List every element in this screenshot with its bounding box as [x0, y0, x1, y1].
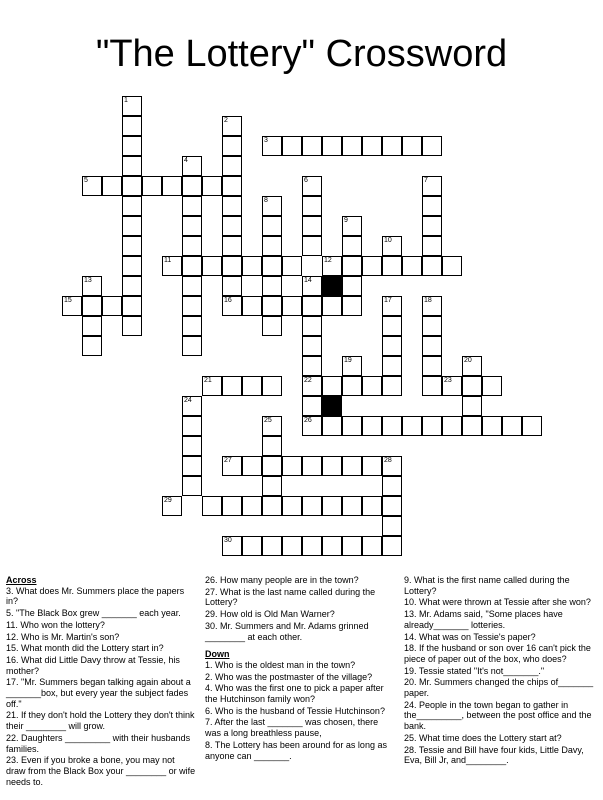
- clue-item: 9. What is the first name called during the Lottery?: [404, 575, 570, 596]
- clue-number: 17: [384, 297, 392, 304]
- grid-cell[interactable]: [302, 416, 322, 436]
- grid-cell[interactable]: [262, 476, 282, 496]
- clue-number: 14: [304, 277, 312, 284]
- clues-across: [6, 575, 196, 788]
- grid-cell[interactable]: [182, 196, 202, 216]
- clue-item: 6. Who is the husband of Tessie Hutchinson?: [205, 705, 385, 716]
- grid-cell[interactable]: [222, 536, 242, 556]
- grid-cell[interactable]: [162, 496, 182, 516]
- clue-item: 16. What did Little Davy throw at Tessie, his mother?: [6, 654, 180, 676]
- grid-cell[interactable]: [382, 376, 402, 396]
- grid-cell[interactable]: [322, 456, 342, 476]
- grid-cell[interactable]: [222, 176, 242, 196]
- clue-item: 24. People in the town began to gather in the_________, between the post office and the bank.: [404, 699, 592, 732]
- grid-cell[interactable]: [342, 216, 362, 236]
- clue-number: 9: [344, 217, 348, 224]
- grid-cell[interactable]: [382, 236, 402, 256]
- grid-cell[interactable]: [302, 356, 322, 376]
- grid-cell[interactable]: [382, 476, 402, 496]
- clue-item: 13. Mr. Adams said, "Some places have already_______ lotteries.: [404, 609, 563, 630]
- clue-item: 2. Who was the postmaster of the village?: [205, 671, 373, 682]
- grid-cell[interactable]: [302, 136, 322, 156]
- clue-number: 19: [344, 357, 352, 364]
- grid-cell[interactable]: [262, 236, 282, 256]
- grid-cell[interactable]: [342, 236, 362, 256]
- grid-cell[interactable]: [362, 376, 382, 396]
- grid-cell[interactable]: [182, 316, 202, 336]
- across-heading: Across: [6, 575, 37, 585]
- clue-number: 25: [264, 417, 272, 424]
- black-cell: [322, 396, 342, 416]
- grid-cell[interactable]: [122, 196, 142, 216]
- grid-cell[interactable]: [302, 276, 322, 296]
- grid-cell[interactable]: [82, 316, 102, 336]
- grid-cell[interactable]: [262, 276, 282, 296]
- clue-item: 21. If they don't hold the Lottery they don't think their ________ will grow.: [6, 710, 195, 732]
- grid-cell[interactable]: [422, 176, 442, 196]
- page-title: "The Lottery" Crossword: [95, 33, 508, 75]
- grid-cell[interactable]: [282, 256, 302, 276]
- grid-cell[interactable]: [302, 396, 322, 416]
- grid-cell[interactable]: [282, 456, 302, 476]
- clue-number: 13: [84, 277, 92, 284]
- clue-number: 30: [224, 537, 232, 544]
- grid-cell[interactable]: [422, 376, 442, 396]
- grid-cell[interactable]: [242, 296, 262, 316]
- grid-cell[interactable]: [242, 536, 262, 556]
- grid-cell[interactable]: [222, 496, 242, 516]
- clue-number: 27: [224, 457, 232, 464]
- grid-cell[interactable]: [242, 256, 262, 276]
- grid-cell[interactable]: [222, 156, 242, 176]
- grid-cell[interactable]: [302, 196, 322, 216]
- across-clue-list: [6, 586, 196, 788]
- clue-number: 16: [224, 297, 232, 304]
- clue-item: 5. "The Black Box grew _______ each year.: [6, 608, 181, 619]
- grid-cell[interactable]: [342, 496, 362, 516]
- grid-cell[interactable]: [342, 536, 362, 556]
- grid-cell[interactable]: [382, 316, 402, 336]
- clue-number: 7: [424, 177, 428, 184]
- grid-cell[interactable]: [242, 496, 262, 516]
- grid-cell[interactable]: [62, 296, 82, 316]
- grid-cell[interactable]: [242, 376, 262, 396]
- grid-cell[interactable]: [422, 416, 442, 436]
- grid-cell[interactable]: [342, 456, 362, 476]
- grid-cell[interactable]: [382, 516, 402, 536]
- grid-cell[interactable]: [342, 256, 362, 276]
- black-cell: [322, 276, 342, 296]
- grid-cell[interactable]: [422, 336, 442, 356]
- grid-cell[interactable]: [302, 316, 322, 336]
- clue-item: 17. "Mr. Summers began talking again about a _______box, but every year the subject fades off.": [6, 677, 191, 709]
- grid-cell[interactable]: [322, 256, 342, 276]
- grid-cell[interactable]: [342, 416, 362, 436]
- clue-number: 18: [424, 297, 432, 304]
- grid-cell[interactable]: [122, 96, 142, 116]
- grid-cell[interactable]: [442, 416, 462, 436]
- clue-item: 30. Mr. Summers and Mr. Adams grinned ________ at each other.: [205, 620, 369, 642]
- clue-item: 25. What time does the Lottery start at?: [404, 732, 562, 743]
- grid-cell[interactable]: [82, 336, 102, 356]
- grid-cell[interactable]: [162, 256, 182, 276]
- clue-item: 11. Who won the lottery?: [6, 619, 105, 630]
- grid-cell[interactable]: [522, 416, 542, 436]
- clue-number: 29: [164, 497, 172, 504]
- grid-cell[interactable]: [122, 156, 142, 176]
- grid-cell[interactable]: [262, 536, 282, 556]
- grid-cell[interactable]: [382, 496, 402, 516]
- clue-item: 8. The Lottery has been around for as long as anyone can _______.: [205, 739, 387, 761]
- grid-cell[interactable]: [262, 436, 282, 456]
- grid-cell[interactable]: [262, 256, 282, 276]
- grid-cell[interactable]: [362, 256, 382, 276]
- grid-cell[interactable]: [422, 256, 442, 276]
- grid-cell[interactable]: [282, 496, 302, 516]
- grid-cell[interactable]: [422, 196, 442, 216]
- grid-cell[interactable]: [82, 176, 102, 196]
- grid-cell[interactable]: [262, 416, 282, 436]
- grid-cell[interactable]: [462, 376, 482, 396]
- grid-cell[interactable]: [322, 296, 342, 316]
- clues-middle: [205, 575, 395, 762]
- grid-cell[interactable]: [182, 336, 202, 356]
- clue-item: 22. Daughters _________ with their husbands families.: [6, 732, 191, 754]
- grid-cell[interactable]: [122, 316, 142, 336]
- clue-item: 23. Even if you broke a bone, you may not draw from the Black Box your ________ or wife needs to.: [6, 755, 196, 787]
- grid-cell[interactable]: [382, 296, 402, 316]
- grid-cell[interactable]: [182, 236, 202, 256]
- clue-number: 2: [224, 117, 228, 124]
- grid-cell[interactable]: [322, 536, 342, 556]
- grid-cell[interactable]: [402, 136, 422, 156]
- clue-item: 19. Tessie stated "It's not_______.": [404, 665, 545, 676]
- clue-item: 7. After the last _______ was chosen, there was a long breathless pause,: [205, 717, 379, 739]
- clue-number: 24: [184, 397, 192, 404]
- grid-cell[interactable]: [362, 416, 382, 436]
- grid-cell[interactable]: [462, 416, 482, 436]
- grid-cell[interactable]: [342, 276, 362, 296]
- grid-cell[interactable]: [122, 216, 142, 236]
- grid-cell[interactable]: [222, 136, 242, 156]
- clue-number: 1: [124, 97, 128, 104]
- grid-cell[interactable]: [182, 276, 202, 296]
- grid-cell[interactable]: [382, 356, 402, 376]
- grid-cell[interactable]: [422, 216, 442, 236]
- grid-cell[interactable]: [102, 296, 122, 316]
- clue-number: 6: [304, 177, 308, 184]
- grid-cell[interactable]: [502, 416, 522, 436]
- clue-number: 10: [384, 237, 392, 244]
- grid-cell[interactable]: [102, 176, 122, 196]
- grid-cell[interactable]: [422, 236, 442, 256]
- grid-cell[interactable]: [322, 496, 342, 516]
- clue-item: 4. Who was the first one to pick a paper after the Hutchinson family won?: [205, 683, 384, 705]
- grid-cell[interactable]: [122, 176, 142, 196]
- grid-cell[interactable]: [482, 416, 502, 436]
- clue-item: 15. What month did the Lottery start in?: [6, 643, 164, 654]
- clue-number: 5: [84, 177, 88, 184]
- grid-cell[interactable]: [262, 496, 282, 516]
- grid-cell[interactable]: [422, 296, 442, 316]
- clue-item: 28. Tessie and Bill have four kids, Little Davy, Eva, Bill Jr, and________.: [404, 744, 584, 766]
- grid-cell[interactable]: [262, 296, 282, 316]
- grid-cell[interactable]: [422, 136, 442, 156]
- clue-number: 3: [264, 137, 268, 144]
- grid-cell[interactable]: [282, 296, 302, 316]
- clue-item: 1. Who is the oldest man in the town?: [205, 659, 356, 670]
- grid-cell[interactable]: [182, 296, 202, 316]
- grid-cell[interactable]: [242, 456, 262, 476]
- grid-cell[interactable]: [302, 176, 322, 196]
- grid-cell[interactable]: [122, 236, 142, 256]
- down-clue-list-cont: [404, 575, 596, 766]
- clue-item: 3. What does Mr. Summers place the papers in?: [6, 585, 185, 607]
- grid-cell[interactable]: [82, 276, 102, 296]
- grid-cell[interactable]: [422, 356, 442, 376]
- grid-cell[interactable]: [222, 196, 242, 216]
- clue-item: 12. Who is Mr. Martin's son?: [6, 631, 120, 642]
- down-heading: Down: [205, 649, 230, 660]
- grid-cell[interactable]: [202, 256, 222, 276]
- grid-cell[interactable]: [322, 376, 342, 396]
- grid-cell[interactable]: [302, 336, 322, 356]
- grid-cell[interactable]: [122, 116, 142, 136]
- down-clue-list: [205, 660, 395, 761]
- clues-down-cont: [404, 575, 596, 767]
- grid-cell[interactable]: [142, 176, 162, 196]
- grid-cell[interactable]: [122, 296, 142, 316]
- grid-cell[interactable]: [162, 176, 182, 196]
- grid-cell[interactable]: [302, 536, 322, 556]
- grid-cell[interactable]: [322, 416, 342, 436]
- clue-number: 26: [304, 417, 312, 424]
- grid-cell[interactable]: [402, 256, 422, 276]
- clue-item: 14. What was on Tessie's paper?: [404, 631, 536, 642]
- grid-cell[interactable]: [262, 136, 282, 156]
- grid-cell[interactable]: [202, 376, 222, 396]
- grid-cell[interactable]: [362, 456, 382, 476]
- grid-cell[interactable]: [282, 536, 302, 556]
- across-clue-list-cont: [205, 575, 395, 642]
- grid-cell[interactable]: [462, 356, 482, 376]
- clue-number: 15: [64, 297, 72, 304]
- grid-cell[interactable]: [222, 456, 242, 476]
- grid-cell[interactable]: [222, 276, 242, 296]
- grid-cell[interactable]: [122, 276, 142, 296]
- grid-cell[interactable]: [222, 216, 242, 236]
- clue-number: 11: [164, 257, 172, 264]
- grid-cell[interactable]: [482, 376, 502, 396]
- grid-cell[interactable]: [382, 536, 402, 556]
- grid-cell[interactable]: [382, 416, 402, 436]
- grid-cell[interactable]: [222, 256, 242, 276]
- grid-cell[interactable]: [362, 136, 382, 156]
- grid-cell[interactable]: [262, 196, 282, 216]
- grid-cell[interactable]: [182, 476, 202, 496]
- grid-cell[interactable]: [202, 496, 222, 516]
- grid-cell[interactable]: [182, 176, 202, 196]
- grid-cell[interactable]: [182, 436, 202, 456]
- grid-cell[interactable]: [182, 416, 202, 436]
- grid-cell[interactable]: [302, 456, 322, 476]
- grid-cell[interactable]: [222, 116, 242, 136]
- grid-cell[interactable]: [362, 536, 382, 556]
- grid-cell[interactable]: [282, 136, 302, 156]
- grid-cell[interactable]: [202, 176, 222, 196]
- grid-cell[interactable]: [342, 356, 362, 376]
- grid-cell[interactable]: [302, 376, 322, 396]
- clue-item: 18. If the husband or son over 16 can't pick the piece of paper out of the box, who does?: [404, 643, 591, 664]
- grid-cell[interactable]: [262, 316, 282, 336]
- grid-cell[interactable]: [182, 396, 202, 416]
- grid-cell[interactable]: [422, 316, 442, 336]
- clue-item: 10. What were thrown at Tessie after she won?: [404, 597, 591, 608]
- grid-cell[interactable]: [182, 156, 202, 176]
- grid-cell[interactable]: [322, 136, 342, 156]
- clue-number: 8: [264, 197, 268, 204]
- grid-cell[interactable]: [382, 336, 402, 356]
- grid-cell[interactable]: [362, 496, 382, 516]
- clue-item: 26. How many people are in the town?: [205, 575, 359, 585]
- grid-cell[interactable]: [302, 216, 322, 236]
- clue-number: 4: [184, 157, 188, 164]
- grid-cell[interactable]: [342, 136, 362, 156]
- grid-cell[interactable]: [182, 216, 202, 236]
- grid-cell[interactable]: [442, 256, 462, 276]
- grid-cell[interactable]: [342, 376, 362, 396]
- clue-number: 21: [204, 377, 212, 384]
- grid-cell[interactable]: [442, 376, 462, 396]
- clue-number: 12: [324, 257, 332, 264]
- grid-cell[interactable]: [262, 456, 282, 476]
- grid-cell[interactable]: [342, 296, 362, 316]
- clue-item: 20. Mr. Summers changed the chips of_______ paper.: [404, 677, 594, 699]
- clue-number: 20: [464, 357, 472, 364]
- grid-cell[interactable]: [302, 296, 322, 316]
- clue-number: 23: [444, 377, 452, 384]
- grid-cell[interactable]: [402, 416, 422, 436]
- grid-cell[interactable]: [222, 296, 242, 316]
- grid-cell[interactable]: [382, 256, 402, 276]
- grid-cell[interactable]: [222, 376, 242, 396]
- grid-cell[interactable]: [122, 136, 142, 156]
- clue-number: 28: [384, 457, 392, 464]
- grid-cell[interactable]: [182, 256, 202, 276]
- clue-item: 29. How old is Old Man Warner?: [205, 609, 335, 620]
- grid-cell[interactable]: [82, 296, 102, 316]
- clue-item: 27. What is the last name called during the Lottery?: [205, 586, 376, 608]
- grid-cell[interactable]: [382, 456, 402, 476]
- grid-cell[interactable]: [222, 236, 242, 256]
- grid-cell[interactable]: [122, 256, 142, 276]
- clue-number: 22: [304, 377, 312, 384]
- grid-cell[interactable]: [302, 496, 322, 516]
- grid-cell[interactable]: [302, 236, 322, 256]
- grid-cell[interactable]: [182, 456, 202, 476]
- grid-cell[interactable]: [462, 396, 482, 416]
- grid-cell[interactable]: [382, 136, 402, 156]
- grid-cell[interactable]: [262, 216, 282, 236]
- grid-cell[interactable]: [262, 376, 282, 396]
